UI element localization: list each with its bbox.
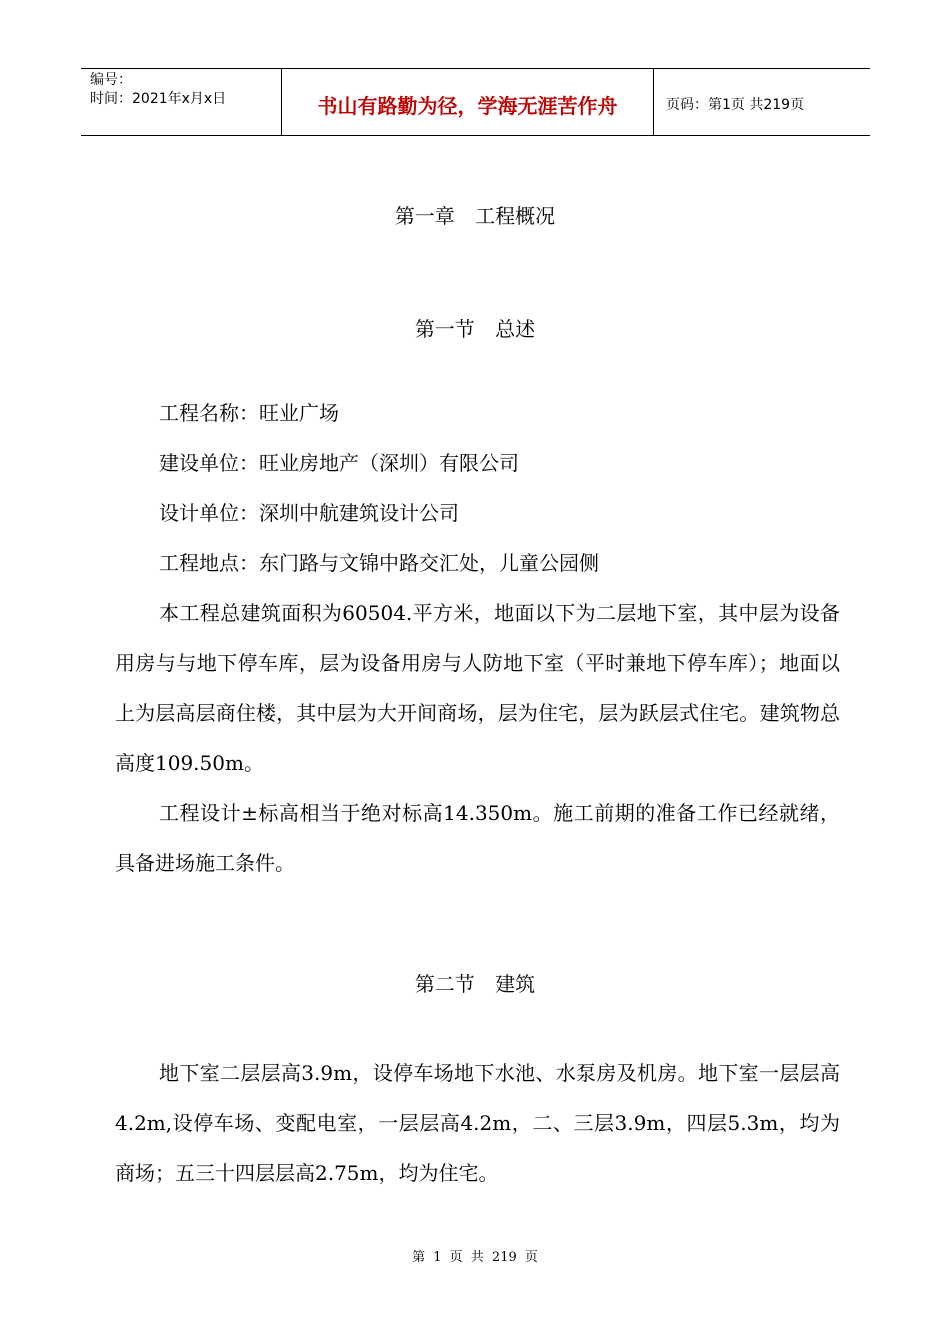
- paragraph-building-area: 本工程总建筑面积为60504.平方米，地面以下为二层地下室，其中层为设备用房与与地下停车库，层为设备用房与人防地下室（平时兼地下停车库）；地面以上为层高层商住楼，其中层为大开间商场，层为住宅，层为跃层式住宅。建筑物总高度109.50m。: [115, 601, 840, 775]
- header-page-info: 页码：第1页 共219页: [666, 97, 805, 113]
- header-number-label: 编号：: [90, 72, 132, 88]
- section-title-architecture: 第二节 建筑: [414, 972, 536, 996]
- header-time-label: 时间：2021年x月x日: [90, 91, 227, 107]
- document-header: [81, 68, 870, 136]
- section-title-overview: 第一节 总述: [414, 317, 536, 341]
- header-meta-cell: [81, 69, 282, 135]
- header-motto: 书山有路勤为径，学海无涯苦作舟: [282, 69, 654, 135]
- info-line-project-name: 工程名称：旺业广场: [159, 401, 339, 425]
- info-line-designer: 设计单位：深圳中航建筑设计公司: [159, 501, 459, 525]
- chapter-title: 第一章 工程概况: [394, 204, 556, 228]
- info-line-location: 工程地点：东门路与文锦中路交汇处，儿童公园侧: [159, 551, 599, 575]
- paragraph-elevation: 工程设计±标高相当于绝对标高14.350m。施工前期的准备工作已经就绪，具备进场施工条件。: [115, 801, 840, 875]
- paragraph-floor-heights: 地下室二层层高3.9m，设停车场地下水池、水泵房及机房。地下室一层层高4.2m,设停车场、变配电室，一层层高4.2m，二、三层3.9m，四层5.3m，均为商场；五三十四层层高2.75m，均为住宅。: [115, 1061, 840, 1185]
- info-line-developer: 建设单位：旺业房地产（深圳）有限公司: [159, 451, 519, 475]
- page-footer: 第 1 页 共 219 页: [412, 1250, 538, 1265]
